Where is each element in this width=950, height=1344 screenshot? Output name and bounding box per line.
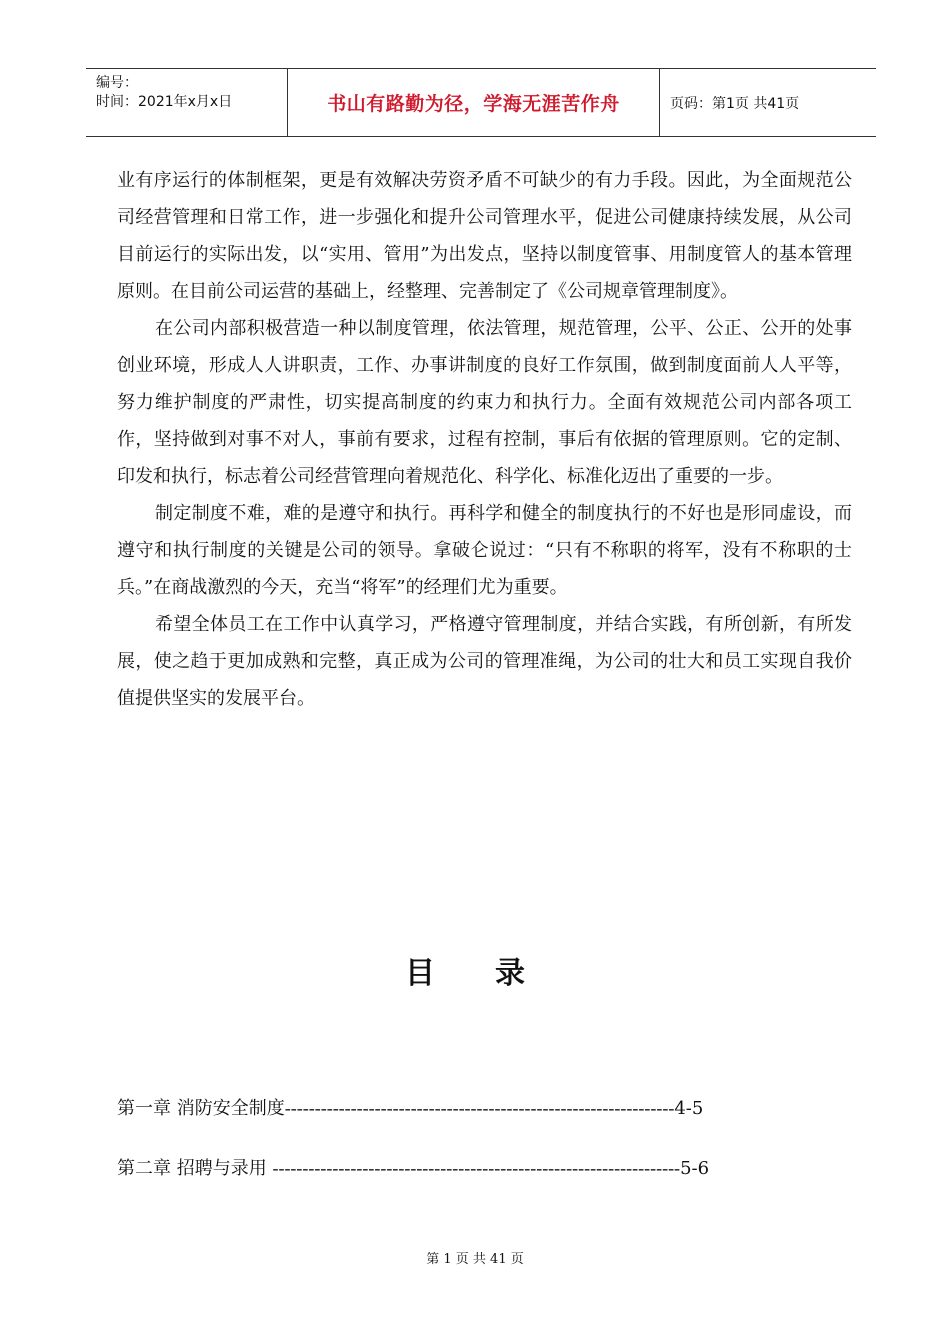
- toc-entry-label: 第一章 消防安全制度: [117, 1098, 285, 1119]
- paragraph: 制定制度不难，难的是遵守和执行。再科学和健全的制度执行的不好也是形同虚设，而遵守和执行制度的关键是公司的领导。拿破仑说过：“只有不称职的将军，没有不称职的士兵。”在商战激烈的今天，充当“将军”的经理们尤为重要。: [117, 503, 852, 598]
- paragraph: 希望全体员工在工作中认真学习，严格遵守管理制度，并结合实践，有所创新，有所发展，使之趋于更加成熟和完整，真正成为公司的管理准绳，为公司的壮大和员工实现自我价值提供坚实的发展平台。: [117, 614, 852, 709]
- header-motto: 书山有路勤为径，学海无涯苦作舟: [288, 69, 660, 136]
- page-footer: 第 1 页 共 41 页: [426, 1252, 524, 1267]
- toc-entry-pages: 4-5: [674, 1098, 704, 1119]
- toc-entry-label: 第二章 招聘与录用: [117, 1158, 273, 1179]
- toc-entry-dots: --------------------------------------------------------------------: [272, 1158, 681, 1178]
- page-header: [86, 68, 876, 137]
- paragraph: 在公司内部积极营造一种以制度管理，依法管理，规范管理，公平、公正、公开的处事创业环境，形成人人讲职责，工作、办事讲制度的良好工作氛围，做到制度面前人人平等，努力维护制度的严肃性，切实提高制度的约束力和执行力。全面有效规范公司内部各项工作，坚持做到对事不对人，事前有要求，过程有控制，事后有依据的管理原则。它的定制、印发和执行，标志着公司经营管理向着规范化、科学化、标准化迈出了重要的一步。: [117, 318, 852, 487]
- document-body: [117, 162, 852, 717]
- toc-entry-dots: -----------------------------------------------------------------: [284, 1098, 675, 1118]
- header-number-label: 编号：: [96, 75, 138, 91]
- toc-entry[interactable]: [117, 1094, 703, 1120]
- toc-entry[interactable]: [117, 1154, 709, 1180]
- toc-entry-pages: 5-6: [680, 1158, 710, 1179]
- header-time-label: 时间：2021年x月x日: [96, 94, 233, 110]
- header-meta: [86, 69, 288, 136]
- toc-title: 目录: [405, 956, 585, 991]
- paragraph: 业有序运行的体制框架，更是有效解决劳资矛盾不可缺少的有力手段。因此，为全面规范公司经营管理和日常工作，进一步强化和提升公司管理水平，促进公司健康持续发展，从公司目前运行的实际出发，以“实用、管用”为出发点，坚持以制度管事、用制度管人的基本管理原则。在目前公司运营的基础上，经整理、完善制定了《公司规章管理制度》。: [117, 170, 852, 302]
- header-page-info: 页码：第1页 共41页: [670, 95, 800, 112]
